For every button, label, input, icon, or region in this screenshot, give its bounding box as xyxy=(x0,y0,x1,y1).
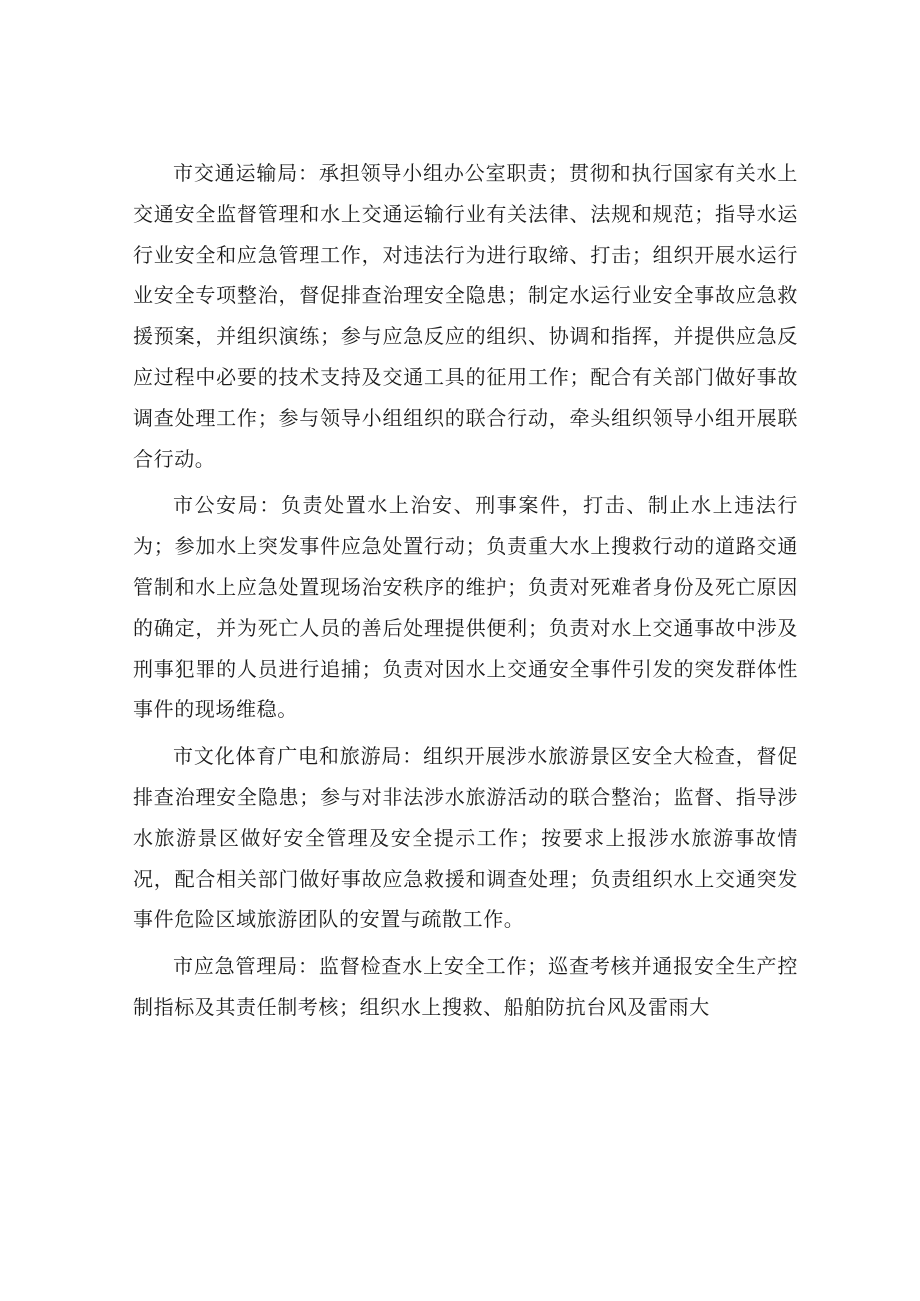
paragraph-public-security-bureau xyxy=(133,485,798,730)
paragraph-text: 承担领导小组办公室职责；贯彻和执行国家有关水上交通安全监督管理和水上交通运输行业有关法律、法规和规范；指导水运行业安全和应急管理工作，对违法行为进行取缔、打击；组织开展水运行业安全专项整治，督促排查治理安全隐患；制定水运行业安全事故应急救援预案，并组织演练；参与应急反应的组织、协调和指挥，并提供应急反应过程中必要的技术支持及交通工具的征用工作；配合有关部门做好事故调查处理工作；参与领导小组组织的联合行动，牵头组织领导小组开展联合行动。 xyxy=(133,161,798,471)
dept-name: 市公安局： xyxy=(173,493,281,518)
paragraph-emergency-management-bureau xyxy=(133,946,798,1028)
paragraph-text: 监督检查水上安全工作；巡查考核并通报安全生产控制指标及其责任制考核；组织水上搜救、船舶防抗台风及雷雨大 xyxy=(133,954,798,1019)
dept-name: 市交通运输局： xyxy=(173,161,319,185)
paragraph-culture-tourism-bureau xyxy=(133,736,798,940)
document-body xyxy=(133,153,798,1034)
paragraph-transport-bureau xyxy=(133,153,798,479)
dept-name: 市文化体育广电和旅游局： xyxy=(173,744,424,769)
paragraph-text: 负责处置水上治安、刑事案件，打击、制止水上违法行为；参加水上突发事件应急处置行动；负责重大水上搜救行动的道路交通管制和水上应急处置现场治安秩序的维护；负责对死难者身份及死亡原因的确定，并为死亡人员的善后处理提供便利；负责对水上交通事故中涉及刑事犯罪的人员进行追捕；负责对因水上交通安全事件引发的突发群体性事件的现场维稳。 xyxy=(133,493,799,722)
paragraph-text: 组织开展涉水旅游景区安全大检查，督促排查治理安全隐患；参与对非法涉水旅游活动的联合整治；监督、指导涉水旅游景区做好安全管理及安全提示工作；按要求上报涉水旅游事故情况，配合相关部门做好事故应急救援和调查处理；负责组织水上交通突发事件危险区域旅游团队的安置与疏散工作。 xyxy=(133,744,798,932)
dept-name: 市应急管理局： xyxy=(173,954,319,979)
